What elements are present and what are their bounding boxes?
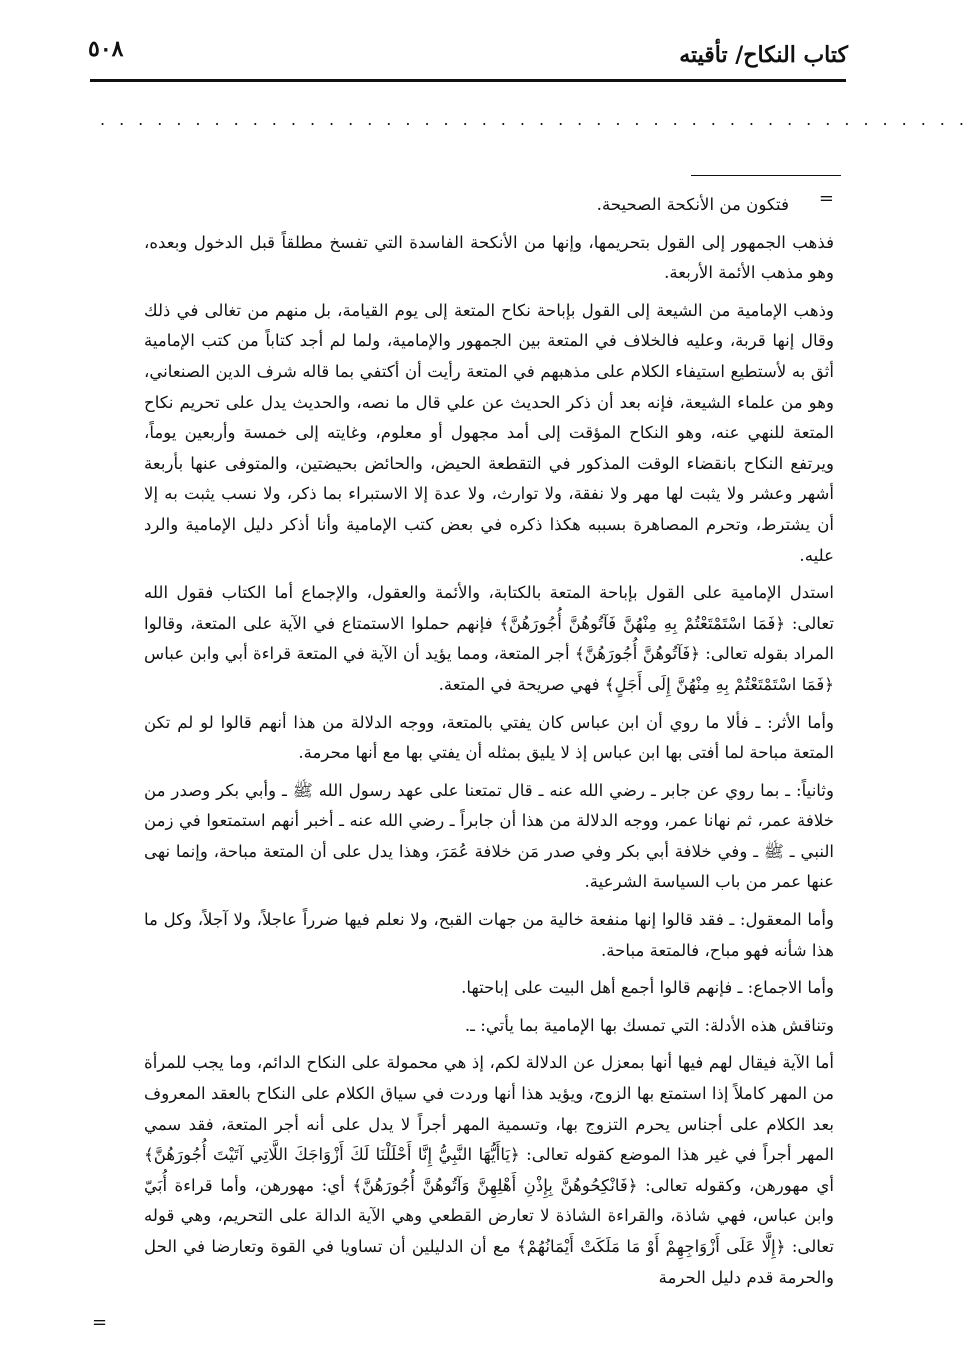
paragraph: فذهب الجمهور إلى القول بتحريمها، وإنها من الأنكحة الفاسدة التي تفسخ مطلقاً قبل الدخول وبعده، وهو مذهب الأئمة الأربعة. (144, 232, 834, 283)
paragraph: فتكون من الأنكحة الصحيحة. (596, 195, 789, 214)
paragraph: وتناقش هذه الأدلة: التي تمسك بها الإمامية بما يأتي: ـ. (464, 1015, 834, 1035)
running-title: كتاب النكاح/ تأقيته (679, 42, 848, 68)
paragraph: وأما المعقول: ـ فقد قالوا إنها منفعة خالية من جهات القبح، ولا نعلم فيها ضرراً عاجلاً، ولا آجلاً، وكل ما هذا شأنه فهو مباح، فالمتعة مباحة. (144, 910, 834, 960)
paragraph: أما الآية فيقال لهم فيها أنها بمعزل عن الدلالة لكم، إذ هي محمولة على النكاح الدائم، وما يجب للمرأة من المهر كاملاً إذا استمتع بها الزوج، ويؤيد هذا أنها وردت في سياق الكلام على النكاح بالعقد المعروف بعد الكلام على أجناس يحرم التزوج بها، وتسمية المهر أجراً لا يدل على أنه أجر المتعة، فقد سمي المهر أجراً في غير هذا الموضع كقوله تعالى: ﴿يَاأَيُّهَا النَّبِيُّ إِنَّا أَحْلَلْنَا لَكَ أَزْوَاجَكَ اللَّاتِي آتَيْتَ أُجُورَهُنَّ﴾ أي مهورهن، وكقوله تعالى: ﴿فَانْكِحُوهُنَّ بِإِذْنِ أَهْلِهِنَّ وَآتُوهُنَّ أُجُورَهُنَّ﴾ أي: مهورهن، وأما قراءة أُبَيّ وابن عباس، فهي شاذة، والقراءة الشاذة لا تعارض القطعي وهي الآية الدالة على التحريم، وهي قوله تعالى: ﴿إِلَّا عَلَى أَزْوَاجِهِمْ أَوْ مَا مَلَكَتْ أَيْمَانُهُمْ﴾ مع أن الدليلين أن تساويا في القوة وتعارضا في الحل والحرمة قدم دليل الحرمة (144, 1053, 834, 1287)
header-rule (90, 79, 846, 82)
continuation-mark-start: = (818, 188, 834, 209)
page-number: ٥٠٨ (88, 36, 124, 62)
paragraph: وأما الاجماع: ـ فإنهم قالوا أجمع أهل البيت على إباحتها. (461, 978, 834, 998)
paragraph: وثانياً: ـ بما روي عن جابر ـ رضي الله عنه ـ قال تمتعنا على عهد رسول الله ﷺ ـ وأبي بكر وصدر من خلافة عمر، ثم نهانا عمر، ووجه الدلالة من هذا أن جابراً ـ رضي الله عنه ـ أخبر أنهم استمتعوا في زمن النبي ـ ﷺ ـ وفي خلافة أبي بكر وفي صدر مَن خلافة عُمَرَ، وهذا يدل على أن المتعة مباحة، وإنما نهى عنها عمر من باب السياسة الشرعية. (144, 780, 834, 892)
dotted-separator: .............................................. (100, 110, 978, 129)
footnote-rule (691, 175, 841, 176)
paragraph: وأما الأثر: ـ فألا ما روي أن ابن عباس كان يفتي بالمتعة، ووجه الدلالة من هذا أنهم قالوا لو لم تكن المتعة مباحة لما أفتى بها ابن عباس إذ لا يليق بمثله أن يفتي بها مع أنها محرمة. (144, 712, 834, 763)
continuation-mark-end: = (92, 1312, 108, 1333)
page-header (88, 30, 848, 78)
paragraph: استدل الإمامية على القول بإباحة المتعة بالكتابة، والأئمة والعقول، والإجماع أما الكتاب فقول الله تعالى: ﴿فَمَا اسْتَمْتَعْتُمْ بِهِ مِنْهُنَّ فَآتُوهُنَّ أُجُورَهُنَّ﴾ فإنهم حملوا الاستمتاع في الآية على المتعة، وقالوا المراد بقوله تعالى: ﴿فَآتُوهُنَّ أُجُورَهُنَّ﴾ أجر المتعة، ومما يؤيد أن الآية في المتعة قراءة أبي وابن عباس ﴿فَمَا اسْتَمْتَعْتُمْ بِهِ مِنْهُنَّ إِلَى أَجَلٍ﴾ فهي صريحة في المتعة. (144, 583, 834, 694)
footnote-body (144, 190, 834, 1300)
paragraph: وذهب الإمامية من الشيعة إلى القول بإباحة نكاح المتعة إلى يوم القيامة، بل منهم من تغالى في ذلك وقال إنها قربة، وعليه فالخلاف في المتعة بين الجمهور والإمامية، ولما لم أجد كتاباً من كتب الإمامية أثق به لأستطيع استيفاء الكلام على مذهبهم في المتعة رأيت أن أكتفي بما قاله شرف الدين الصنعاني، وهو من علماء الشيعة، فإنه بعد أن ذكر الحديث عن علي قال ما نصه، والحديث يدل على تحريم نكاح المتعة للنهي عنه، وهو النكاح المؤقت إلى أمد مجهول أو معلوم، وغايته إلى خمسة وأربعين يوماً، ويرتفع النكاح بانقضاء الوقت المذكور في التقطعة الحيض، والحائض بحيضتين، والمتوفى عنها بأربعة أشهر وعشر ولا يثبت لها مهر ولا نفقة، ولا توارث، ولا عدة إلا الاستبراء بما ذكر، ولا نسب يثبت به إلا أن يشترط، وتحرم المصاهرة بسببه هكذا ذكره في بعض كتب الإمامية وأنا أذكر دليل الإمامية والرد عليه. (144, 300, 834, 565)
